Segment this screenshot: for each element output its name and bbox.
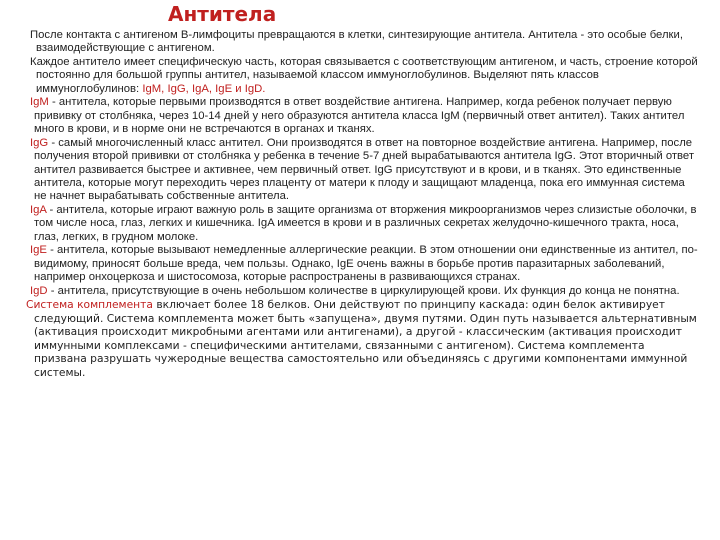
- term-igg: IgG: [30, 136, 49, 149]
- paragraph-complement: [26, 298, 698, 380]
- paragraph-ige-text: - антитела, которые вызывают немедленные аллергические реакции. В этом отношении они единственные из антител, по-видимому, приносят больше вреда, чем пользы. Однако, IgE очень важны в борьбе против паразитарных заболеваний, например онхоцеркоза и шистосомоза, которые распространены в развивающихся странах.: [34, 244, 698, 284]
- paragraph-igd-text: - антитела, присутствующие в очень небольшом количестве в циркулирующей крови. Их функция до конца не понятна.: [47, 284, 680, 297]
- paragraph-igg-text: - самый многочисленный класс антител. Они производятся в ответ на повторное воздействие антигена. Например, после получения второй прививки от столбняка у ребенка в течение 5-7 дней вырабатываются антитела IgG. Этот вторичный ответ антител развивается быстрее и активнее, чем первичный ответ. IgG присутствуют и в крови, и в тканях. Это единственные антитела, которые могут переходить через плаценту от матери к плоду и защищают младенца, пока его иммунная система не начнет вырабатывать собственные антитела.: [34, 136, 695, 203]
- paragraph-igg: [26, 137, 698, 204]
- paragraph-complement-text: включает более 18 белков. Они действуют по принципу каскада: один белок активирует следующий. Система комплемента может быть «запущена», двумя путями. Один путь называется альтернативным (активация происходит микробными агентами или антигенами), а другой - классическим (активация происходит иммунными комплексами - специфическими антителами, связанными с антигеном). Система комплемента призвана разрушать чужеродные вещества самостоятельно или объединяясь с другими компонентами иммунной системы.: [34, 298, 697, 380]
- paragraph-igm: [26, 96, 698, 136]
- paragraph-igd: [26, 285, 698, 298]
- paragraph-igm-text: - антитела, которые первыми производятся в ответ воздействие антигена. Например, когда ребенок получает первую прививку от столбняка, через 10-14 дней у него образуются антитела класса IgM (первичный ответ антител). Таких антител много в крови, и в норме они не встречаются в органах и тканях.: [34, 96, 685, 136]
- paragraph-iga-text: - антитела, которые играют важную роль в защите организма от вторжения микроорганизмов через слизистые оболочки, в том числе носа, глаз, легких и кишечника. IgA имеется в крови и в различных секретах желудочно-кишечного тракта, носа, глаз, легких, в грудном молоке.: [34, 203, 697, 243]
- paragraph-ige: [26, 244, 698, 284]
- paragraph-structure-text: Каждое антитело имеет специфическую часть, которая связывается с соответствующим антигеном, и часть, строение которой постоянно для большой группы антител, называемой классом иммуноглобулинов. Выделяют пять классов иммуноглобулинов:: [30, 55, 698, 95]
- immunoglobulin-classes-list: IgM, IgG, IgA, IgE и IgD.: [142, 82, 266, 95]
- slide-body: [26, 29, 698, 380]
- paragraph-intro-text: После контакта с антигеном В-лимфоциты превращаются в клетки, синтезирующие антитела. Антитела - это особые белки, взаимодействующие с антигеном.: [30, 29, 683, 55]
- term-complement-system: Система комплемента: [26, 298, 153, 312]
- term-igd: IgD: [30, 284, 48, 297]
- slide-title: Антитела: [168, 2, 277, 26]
- paragraph-intro: [26, 29, 698, 56]
- term-iga: IgA: [30, 203, 47, 216]
- paragraph-structure: [26, 56, 698, 96]
- term-igm: IgM: [30, 96, 49, 109]
- term-ige: IgE: [30, 244, 47, 257]
- paragraph-iga: [26, 204, 698, 244]
